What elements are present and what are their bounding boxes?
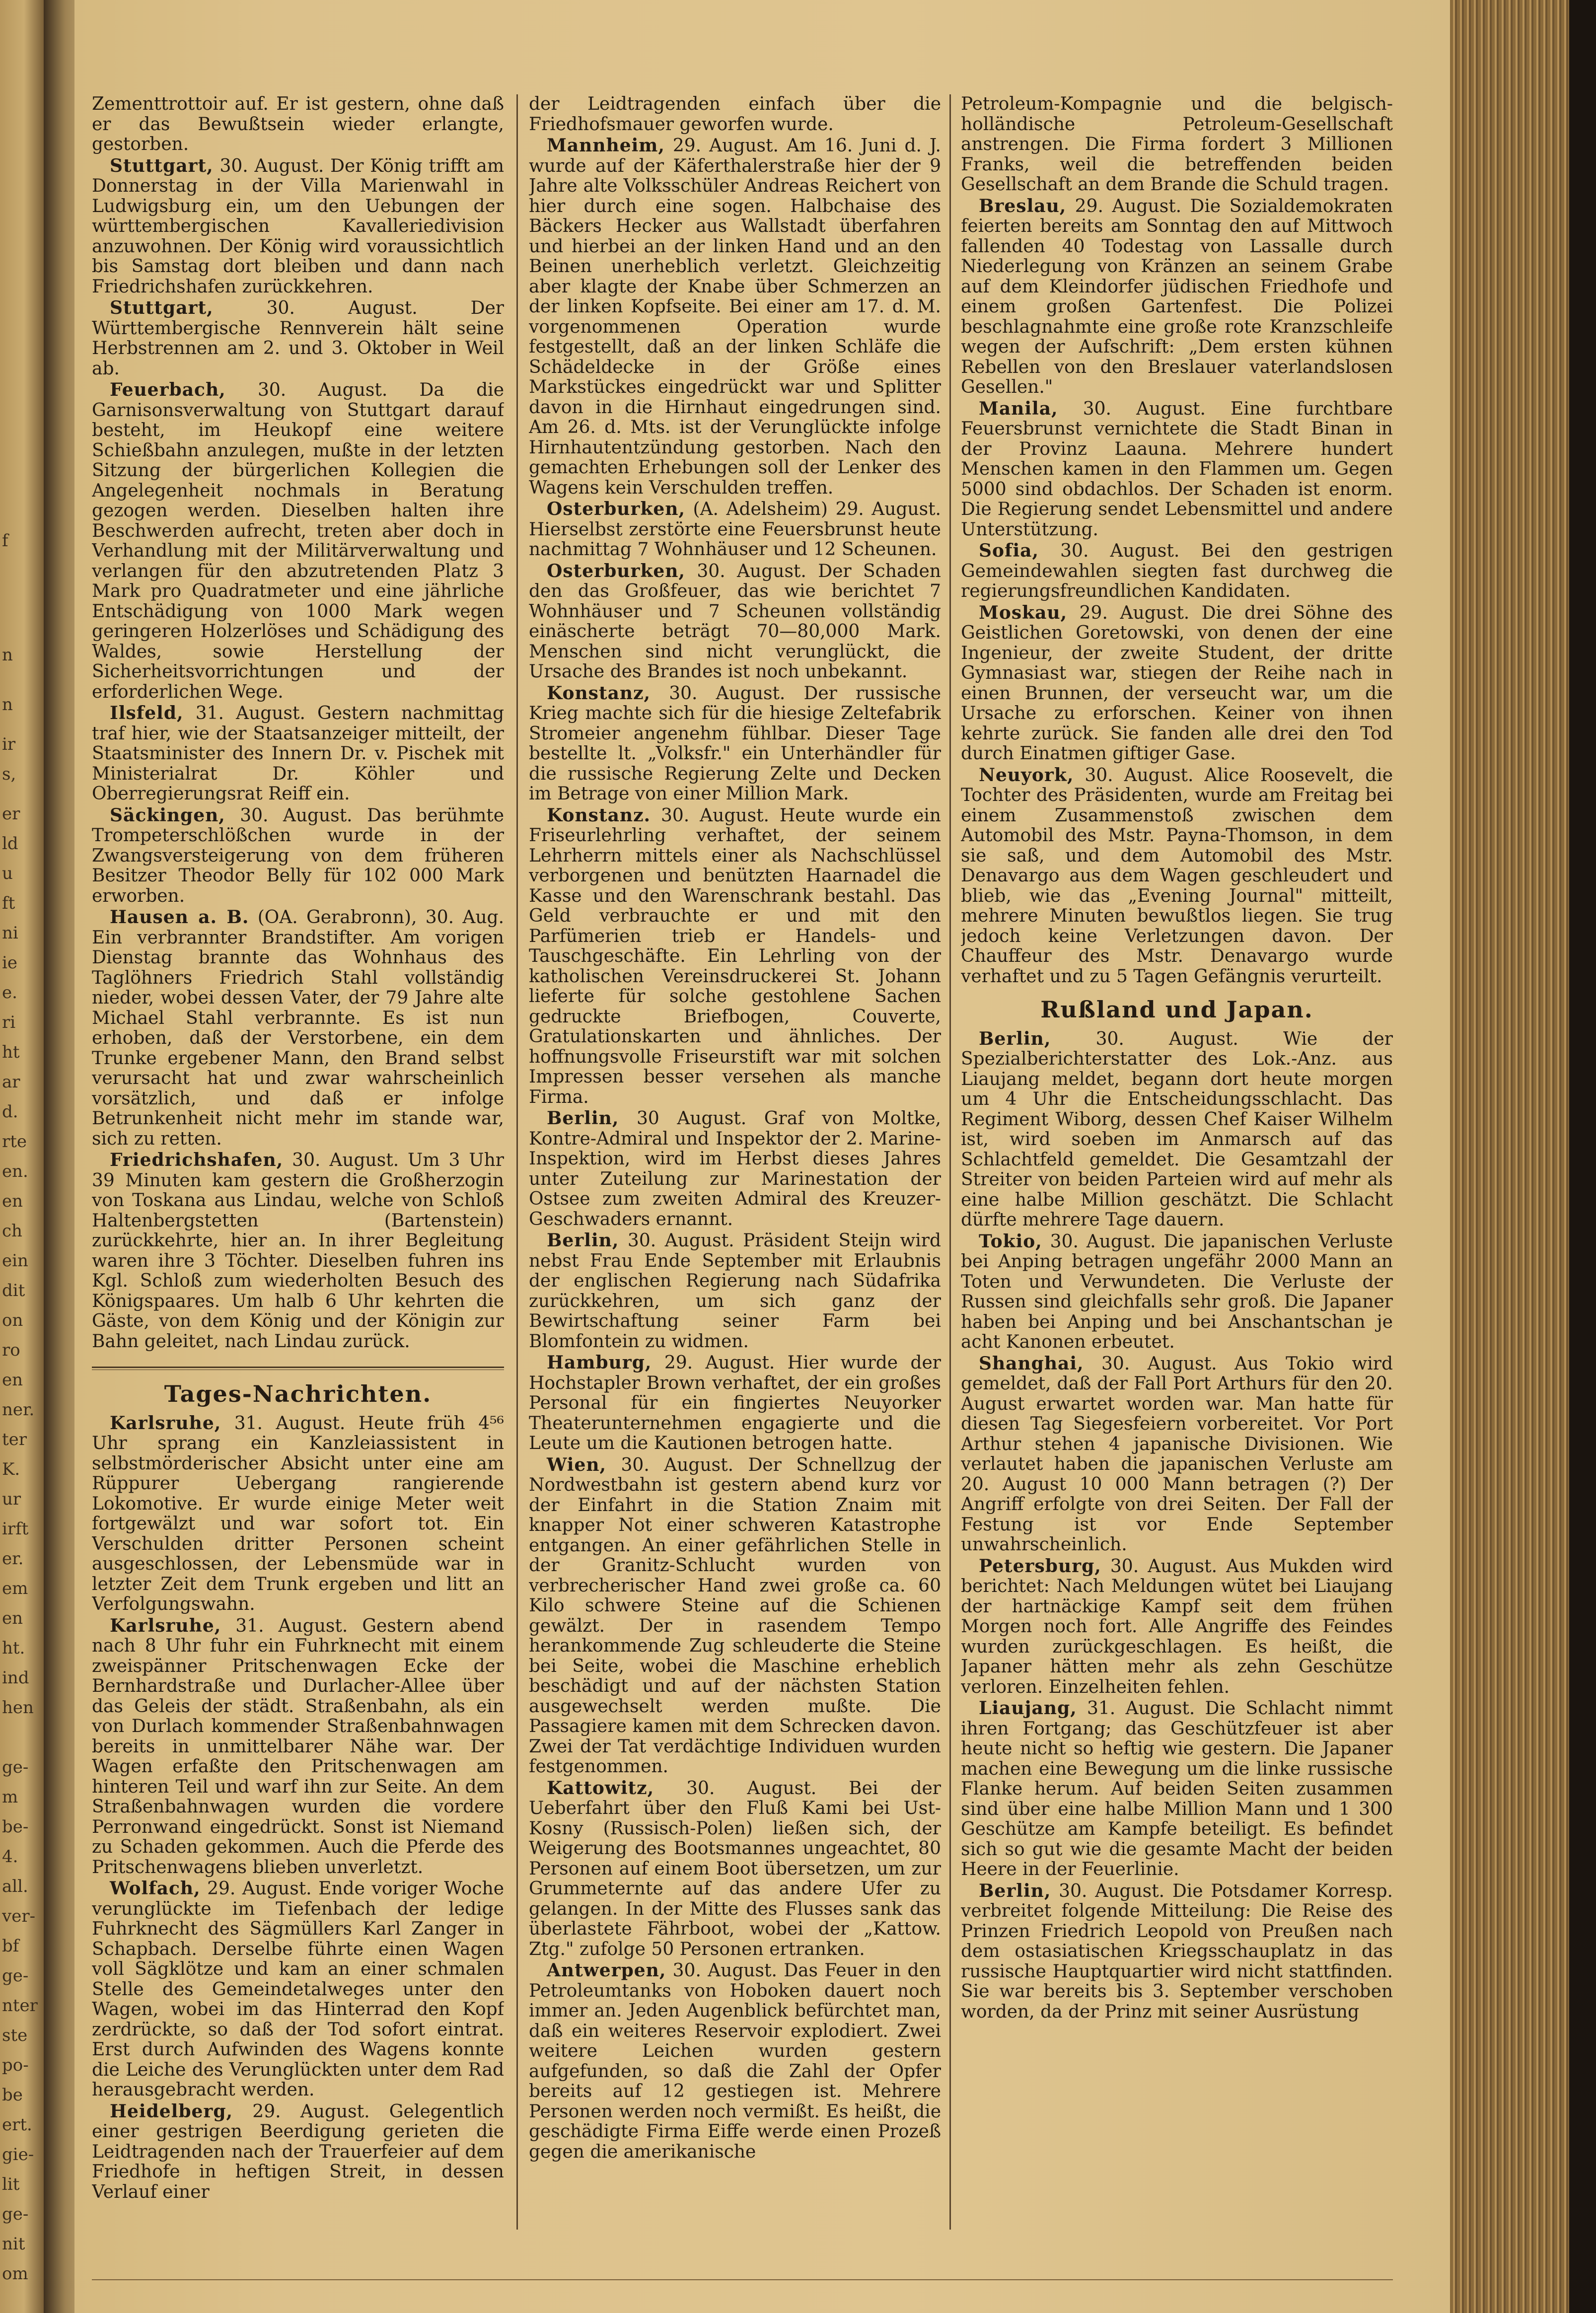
- news-text: 30. August. Die japanischen Verluste bei Anping betragen ungefähr 2000 Mann an Toten und Verwundeten. Die Verluste der Russen sind gleichfalls sehr groß. Die Japaner haben bei Anping und bei Anschantschan je acht Kanonen erbeutet.: [961, 1231, 1393, 1352]
- dateline: Berlin,: [979, 1028, 1051, 1049]
- adjacent-page-fragment: ge-: [2, 1966, 29, 1986]
- adjacent-page-fragment: ner.: [2, 1400, 35, 1420]
- adjacent-page-fragment: ir: [2, 735, 16, 754]
- news-text: 29. August. Die drei Söhne des Geistlichen Goretowski, von denen der eine Ingenieur, der zweite Student, der dritte Gymnasiast war, stiegen der Reihe nach in einen Brunnen, der verseucht war, um die Ursache zu erforschen. Keiner von ihnen kehrte zurück. Sie fanden alle drei den Tod durch Einatmen giftiger Gase.: [961, 602, 1393, 764]
- dateline: Hausen a. B.: [110, 907, 249, 928]
- news-text: (A. Adelsheim) 29. August. Hierselbst zerstörte eine Feuersbrunst heute nachmittag 7 Wohnhäuser und 12 Scheunen.: [529, 499, 941, 560]
- adjacent-page-fragment: en.: [2, 1162, 28, 1181]
- dateline: Konstanz.: [547, 804, 651, 826]
- dateline: Neuyork,: [979, 764, 1074, 786]
- news-text: 31. August. Gestern nachmittag traf hier, wie der Staatsanzeiger mitteilt, der Staatsminister des Innern Dr. v. Pischek mit Ministerialrat Dr. Köhler und Oberregierungsrat Reiff ein.: [92, 703, 504, 804]
- column-rule: [949, 94, 951, 2230]
- news-item: [529, 136, 941, 498]
- news-text: 30. August. Der Schaden den das Großfeuer, das wie berichtet 7 Wohnhäuser und 7 Scheunen vollständig einäscherte beträgt 70—80,000 Mark. Menschen sind nicht verunglückt, die Ursache des Brandes ist noch unbekannt.: [529, 561, 941, 682]
- dateline: Heidelberg,: [110, 2100, 233, 2122]
- adjacent-page-fragment: ar: [2, 1073, 20, 1092]
- news-text: 29. August. Am 16. Juni d. J. wurde auf der Käferthalerstraße hier der 9 Jahre alte Volksschüler Andreas Reichert von hier durch eine sogen. Halbchaise des Bäckers Hecker aus Wallstadt überfahren und hierbei an der linken Hand und an den Beinen unerheblich verletzt. Gleichzeitig aber klagte der Knabe über Schmerzen an der linken Kopfseite. Bei einer am 17. d. M. vorgenommenen Operation wurde festgestellt, daß an der linken Schläfe die Schädeldecke in der Größe eines Markstückes eingedrückt war und Splitter davon in die Hirnhaut eingedrungen sind. Am 26. d. Mts. ist der Verunglückte infolge Hirnhautentzündung gestorben. Nach den gemachten Erhebungen soll der Lenker des Wagens kein Verschulden treffen.: [529, 136, 941, 498]
- adjacent-page-fragment: er: [2, 804, 20, 824]
- news-text: 30. August. Wie der Spezialberichterstatter des Lok.-Anz. aus Liaujang meldet, begann dort heute morgen um 4 Uhr die Entscheidungsschlacht. Das Regiment Wiborg, dessen Chef Kaiser Wilhelm ist, wird soeben im Anmarsch auf das Schlachtfeld gemeldet. Die Gesamtzahl der Streiter von beiden Parteien wird auf mehr als eine halbe Million geschätzt. Die Schlacht dürfte mehrere Tage dauern.: [961, 1028, 1393, 1230]
- news-item: [961, 1354, 1393, 1555]
- adjacent-page-fragment: bf: [2, 1937, 19, 1956]
- dateline: Wien,: [547, 1454, 607, 1475]
- dateline: Manila,: [979, 398, 1058, 419]
- dateline: Karlsruhe,: [110, 1412, 221, 1434]
- news-item: [529, 805, 941, 1108]
- adjacent-page-fragment: om: [2, 2264, 28, 2284]
- dateline: Friedrichshafen,: [110, 1150, 284, 1170]
- page-stack-edge: [1450, 0, 1596, 2313]
- news-item: [961, 765, 1393, 987]
- news-text: der Leidtragenden einfach über die Friedhofsmauer geworfen wurde.: [529, 94, 941, 135]
- news-text: 30. August. Alice Roosevelt, die Tochter des Präsidenten, wurde am Freitag bei einem Zusammenstoß zwischen dem Automobil des Mstr. Payna-Thomson, in dem sie saß, und dem Automobil des Mstr. Denavargo aus dem Wagen geschleudert und blieb, wie das „Evening Journal" mitteilt, mehrere Minuten bewußtlos liegen. Sie trug jedoch keine Verletzungen davon. Der Chauffeur des Mstr. Denavargo wurde verhaftet und zu 5 Tagen Gefängnis verurteilt.: [961, 765, 1393, 987]
- adjacent-page-fragment: all.: [2, 1877, 28, 1896]
- adjacent-page-fragment: 4.: [2, 1847, 18, 1867]
- news-item: [961, 541, 1393, 602]
- news-text: Petroleum-Kompagnie und die belgisch-holländische Petroleum-Gesellschaft anstrengen. Die Firma fordert 3 Millionen Franks, weil die betreffenden beiden Gesellschaft an dem Brande die Schuld tragen.: [961, 94, 1393, 195]
- adjacent-page-fragment: ft: [2, 894, 15, 913]
- adjacent-page-fragment: ri: [2, 1013, 16, 1032]
- adjacent-page-fragment: ur: [2, 1490, 21, 1509]
- news-text: 29. August. Hier wurde der Hochstapler Brown verhaftet, der ein großes Personal für ein fingiertes Neuyorker Theaterunternehmen engagierte und die Leute um die Kautionen betrogen hatte.: [529, 1353, 941, 1453]
- dateline: Osterburken,: [547, 560, 685, 581]
- adjacent-page-fragment: ch: [2, 1222, 22, 1241]
- dateline: Hamburg,: [547, 1352, 652, 1373]
- news-item: [529, 1778, 941, 1960]
- dateline: Liaujang,: [979, 1698, 1077, 1719]
- news-item: [529, 94, 941, 135]
- news-text: 30. August. Eine furchtbare Feuersbrunst vernichtete die Stadt Binan in der Provinz Laauna. Mehrere hundert Menschen kamen in den Flammen um. Gegen 5000 sind obdachlos. Der Schaden ist enorm. Die Regierung sendet Lebensmittel und andere Unterstützung.: [961, 398, 1393, 540]
- section-divider: [92, 1367, 504, 1370]
- news-item: [961, 196, 1393, 398]
- news-item: [961, 399, 1393, 540]
- adjacent-page-fragment: irft: [2, 1519, 29, 1539]
- dateline: Wolfach,: [110, 1878, 201, 1899]
- news-text: 30 August. Graf von Moltke, Kontre-Admiral und Inspektor der 2. Marine-Inspektion, wird im Herbst dieses Jahres unter Zuteilung zur Marinestation der Ostsee zum zweiten Admiral des Kreuzer-Geschwaders ernannt.: [529, 1108, 941, 1229]
- news-text: 30. August. Der König trifft am Donnerstag in der Villa Marienwahl in Ludwigsburg ein, um den Uebungen der württembergischen Kavalleriedivision anzuwohnen. Der König wird voraussichtlich bis Samstag dort bleiben und dann nach Friedrichshafen zurückkehren.: [92, 155, 504, 297]
- news-item: [92, 1879, 504, 2100]
- dateline: Berlin,: [547, 1230, 619, 1251]
- news-item: [92, 380, 504, 702]
- news-text: 30. August. Bei der Ueberfahrt über den Fluß Kami bei Ust-Kosny (Russisch-Polen) ließen sich, der Weigerung des Bootsmannes ungeachtet, 80 Personen auf einem Boot übersetzen, um zur Grummeternte auf das andere Ufer zu gelangen. In der Mitte des Flusses sank das überlastete Fährboot, wobei der „Kattow. Ztg." zufolge 50 Personen ertranken.: [529, 1778, 941, 1959]
- adjacent-page-fragment: hen: [2, 1698, 34, 1718]
- news-item: [92, 94, 504, 155]
- adjacent-page-fragment: ein: [2, 1251, 28, 1271]
- news-item: [92, 805, 504, 907]
- news-item: [529, 1960, 941, 2162]
- adjacent-page-fragment: po-: [2, 2056, 29, 2075]
- news-item: [961, 1231, 1393, 1353]
- adjacent-page-fragment: e.: [2, 983, 17, 1003]
- adjacent-page-fragment: n: [2, 695, 13, 715]
- adjacent-page-fragment: ert.: [2, 2115, 32, 2135]
- adjacent-page-fragment: ver-: [2, 1907, 36, 1926]
- adjacent-page-fragment: d.: [2, 1102, 18, 1122]
- news-text: 30. August. Aus Mukden wird berichtet: Nach Meldungen wütet bei Liaujang der hartnäckige Kampf seit dem frühen Morgen noch fort. Alle Angriffe des Feindes wurden zurückgeschlagen. Es heißt, die Japaner hätten mehr als zehn Geschütze verloren. Einzelheiten fehlen.: [961, 1556, 1393, 1697]
- adjacent-page-fragment: er.: [2, 1549, 24, 1569]
- dateline: Kattowitz,: [547, 1777, 654, 1799]
- dateline: Sofia,: [979, 540, 1039, 561]
- news-text: (OA. Gerabronn), 30. Aug. Ein verbrannter Brandstifter. Am vorigen Dienstag brannte das Wohnhaus des Taglöhners Friedrich Stahl vollständig nieder, wobei dessen Vater, der 79 Jahre alte Michael Stahl verbrannte. Es ist nun erhoben, daß der Verstorbene, ein dem Trunke ergebener Mann, den Brand selbst verursacht hat und zwar wahrscheinlich vorsätzlich, und daß er infolge Betrunkenheit nicht mehr im stande war, sich zu retten.: [92, 907, 504, 1149]
- adjacent-page-fragment: ste: [2, 2026, 28, 2045]
- section-heading: Rußland und Japan.: [1040, 996, 1313, 1023]
- news-text: 31. August. Gestern abend nach 8 Uhr fuhr ein Fuhrknecht mit einem zweispänner Pritschenwagen Ecke der Bernhardstraße und Durlacher-Allee über das Geleis der städt. Straßenbahn, als ein von Durlach kommender Straßenbahnwagen bereits in unmittelbarer Nähe war. Der Wagen erfaßte den Pritschenwagen am hinteren Teil und warf ihn zur Seite. An dem Straßenbahnwagen wurden die vordere Perronwand eingedrückt. Sonst ist Niemand zu Schaden gekommen. Auch die Pferde des Pritschenwagens blieben unverletzt.: [92, 1615, 504, 1878]
- dateline: Stuttgart,: [110, 297, 214, 318]
- dateline: Ilsfeld,: [110, 703, 184, 723]
- section-heading: Tages-Nachrichten.: [164, 1380, 432, 1407]
- adjacent-page-fragment: ind: [2, 1668, 29, 1688]
- dateline: Breslau,: [979, 195, 1067, 217]
- dateline: Stuttgart,: [110, 155, 214, 176]
- news-text: 29. August. Die Sozialdemokraten feierten bereits am Sonntag den auf Mittwoch fallenden 40 Todestag von Lassalle durch Niederlegung von Kränzen an seinem Grabe auf dem Kleindorfer jüdischen Friedhofe und einem großen Gartenfest. Die Polizei beschlagnahmte eine große rote Kranzschleife wegen der Aufschrift: „Dem ersten kühnen Rebellen von den Breslauer vaterlandslosen Gesellen.": [961, 196, 1393, 397]
- news-item: [92, 298, 504, 379]
- news-text: 30. August. Aus Tokio wird gemeldet, daß der Fall Port Arthurs für den 20. August erwartet worden war. Man hatte für diesen Tag Siegesfeiern vorbereitet. Vor Port Arthur stehen 4 japanische Divisionen. Wie verlautet haben die japanischen Verluste am 20. August 10 000 Mann betragen (?) Der Angriff erfolgte von drei Seiten. Der Fall der Festung ist vor Ende September unwahrscheinlich.: [961, 1353, 1393, 1555]
- dateline: Konstanz,: [547, 682, 651, 704]
- news-item: [961, 94, 1393, 195]
- column-2: [529, 94, 941, 2289]
- adjacent-page-fragment: ter: [2, 1430, 27, 1449]
- news-text: 30. August. Heute wurde ein Friseurlehrling verhaftet, der seinem Lehrherrn mittels einer als Nachschlüssel verborgenen und benützten Haarnadel die Kasse und den Warenschrank bestahl. Das Geld verbrauchte er und mit den Parfümerien trieb er Handels- und Tauschgeschäfte. Ein Lehrling von der katholischen Vereinsdruckerei St. Johann lieferte für solche gestohlene Sachen gedruckte Briefbogen, Couverte, Gratulationskarten und ähnliches. Der hoffnungsvolle Friseurstift war mit solchen Impressen besser versehen als manche Firma.: [529, 805, 941, 1107]
- dateline: Petersburg,: [979, 1555, 1101, 1577]
- news-text: 31. August. Die Schlacht nimmt ihren Fortgang; das Geschützfeuer ist aber heute nicht so heftig wie gestern. Die Japaner machen eine Bewegung um die linke russische Flanke herum. Auf beiden Seiten zusammen sind über eine halbe Million Mann und 1 300 Geschütze am Kampfe beteiligt. Es befindet sich so gut wie die gesamte Macht der beiden Heere in der Feuerlinie.: [961, 1698, 1393, 1879]
- news-item: [961, 1029, 1393, 1230]
- adjacent-page-fragment: f: [2, 531, 8, 551]
- adjacent-page-fragment: en: [2, 1609, 23, 1628]
- news-text: 30. August. Da die Garnisonsverwaltung von Stuttgart darauf besteht, im Heukopf eine weitere Schießbahn anzulegen, mußte in der letzten Sitzung der bürgerlichen Kollegien die Angelegenheit nochmals in Beratung gezogen werden. Dieselben halten ihre Beschwerden aufrecht, treten aber doch in Verhandlung mit der Militärverwaltung und verlangen für den abzutretenden Platz 3 Mark pro Quadratmeter und eine jährliche Entschädigung von 1000 Mark wegen geringeren Holzerlöses und Schädigung des Waldes, sowie Herstellung der Sicherheitsvorrichtungen und der erforderlichen Wege.: [92, 380, 504, 702]
- news-item: [92, 1616, 504, 1878]
- news-text: 30. August. Präsident Steijn wird nebst Frau Ende September mit Erlaubnis der englischen Regierung nach Südafrika zurückkehren, um sich ganz der Bewirtschaftung seiner Farm bei Blomfontein zu widmen.: [529, 1230, 941, 1352]
- dateline: Karlsruhe,: [110, 1615, 221, 1636]
- column-rule: [516, 94, 518, 2230]
- adjacent-page-fragment: s,: [2, 765, 16, 784]
- news-item: [529, 1108, 941, 1229]
- dateline: Tokio,: [979, 1230, 1042, 1252]
- column-3: [961, 94, 1393, 2289]
- dateline: Antwerpen,: [547, 1960, 666, 1981]
- dateline: Feuerbach,: [110, 379, 226, 400]
- dateline: Berlin,: [979, 1880, 1051, 1901]
- news-text: 30. August. Das berühmte Trompeterschlößchen wurde in der Zwangsversteigerung von dem früheren Besitzer Theodor Belly für 102 000 Mark erworben.: [92, 805, 504, 906]
- news-text: 30. August. Der russische Krieg machte sich für die hiesige Zeltefabrik Stromeier angenehm fühlbar. Dieser Tage bestellte lt. „Volksfr." ein Unterhändler für die russische Regierung Zelte und Decken im Betrage von einer Million Mark.: [529, 683, 941, 804]
- news-item: [92, 156, 504, 297]
- dateline: Shanghai,: [979, 1353, 1084, 1374]
- news-text: 30. August. Der Württembergische Rennverein hält seine Herbstrennen am 2. und 3. Oktober in Weil ab.: [92, 298, 504, 379]
- news-item: [529, 1353, 941, 1454]
- adjacent-page-fragment: en: [2, 1192, 23, 1211]
- adjacent-page-fragment: ro: [2, 1341, 20, 1360]
- news-text: 29. August. Gelegentlich einer gestrigen Beerdigung gerieten die Leidtragenden nach der Trauerfeier auf dem Friedhofe in heftigen Streit, in dessen Verlauf einer: [92, 2101, 504, 2202]
- adjacent-page-fragment: be-: [2, 1817, 29, 1837]
- page-bottom-rule: [92, 2279, 1393, 2280]
- news-item: [529, 561, 941, 682]
- news-item: [961, 1698, 1393, 1880]
- news-text: Zementtrottoir auf. Er ist gestern, ohne daß er das Bewußtsein wieder erlangte, gestorben.: [92, 94, 504, 154]
- news-item: [92, 703, 504, 804]
- adjacent-page-fragment: gie-: [2, 2145, 34, 2165]
- news-text: 30. August. Der Schnellzug der Nordwestbahn ist gestern abend kurz vor der Einfahrt in die Station Znaim mit knapper Not einer schweren Katastrophe entgangen. An einer gefährlichen Stelle in der Granitz-Schlucht wurden von verbrecherischer Hand zwei große ca. 60 Kilo schwere Steine auf die Schienen gewälzt. Der in rasendem Tempo herankommende Zug schleuderte die Steine bei Seite, wobei die Maschine erheblich beschädigt und auf der nächsten Station ausgewechselt werden mußte. Die Passagiere kamen mit dem Schrecken davon. Zwei der Tat verdächtige Individuen wurden festgenommen.: [529, 1454, 941, 1777]
- adjacent-page-fragment: ni: [2, 924, 18, 943]
- dateline: Säckingen,: [110, 804, 225, 826]
- adjacent-page-fragment: u: [2, 864, 13, 883]
- dateline: Mannheim,: [547, 135, 665, 156]
- adjacent-page-fragment: ge-: [2, 1758, 29, 1777]
- adjacent-page-fragment: K.: [2, 1460, 20, 1479]
- dateline: Moskau,: [979, 602, 1068, 623]
- adjacent-page-fragment: nit: [2, 2235, 25, 2254]
- news-text: 31. August. Heute früh 4⁵⁶ Uhr sprang ein Kanzleiassistent in selbstmörderischer Absicht unter eine am Rüppurer Uebergang rangierende Lokomotive. Er wurde einige Meter weit fortgewälzt und war sofort tot. Ein Verschulden dritter Personen scheint ausgeschlossen, der Lebensmüde war in letzter Zeit dem Trunk ergeben und litt an Verfolgungswahn.: [92, 1413, 504, 1614]
- news-item: [961, 1556, 1393, 1698]
- adjacent-page-fragment: ht: [2, 1043, 20, 1062]
- news-text: 30. August. Um 3 Uhr 39 Minuten kam gestern die Großherzogin von Toskana aus Lindau, welche von Schloß Haltenbergstetten (Bartenstein) zurückkehrte, hier an. In ihrer Begleitung waren ihre 3 Töchter. Dieselben fuhren ins Kgl. Schloß zum wiederholten Besuch des Königspaares. Um halb 6 Uhr kehrten die Gäste, von dem König und der Königin zur Bahn geleitet, nach Lindau zurück.: [92, 1150, 504, 1352]
- adjacent-page-fragment: lit: [2, 2175, 20, 2194]
- news-item: [92, 907, 504, 1149]
- news-item: [529, 1230, 941, 1352]
- news-item: [529, 1455, 941, 1777]
- news-item: [92, 1413, 504, 1615]
- news-text: 30. August. Die Potsdamer Korresp. verbreitet folgende Mitteilung: Die Reise des Prinzen Friedrich Leopold von Preußen nach dem ostasiatischen Kriegsschauplatz in das russische Hauptquartier wird nicht stattfinden. Sie war bereits bis 3. September verschoben worden, da der Prinz mit seiner Ausrüstung: [961, 1880, 1393, 2022]
- news-text: 30. August. Bei den gestrigen Gemeindewahlen siegten fast durchweg die regierungsfreundlichen Kandidaten.: [961, 541, 1393, 601]
- column-1: [92, 94, 504, 2289]
- adjacent-page-fragment: m: [2, 1788, 18, 1807]
- adjacent-page-fragment: ht.: [2, 1639, 25, 1658]
- adjacent-page-fragment: n: [2, 646, 13, 665]
- dateline: Osterburken,: [547, 499, 685, 519]
- adjacent-page-fragment: rte: [2, 1132, 27, 1152]
- news-item: [961, 603, 1393, 764]
- adjacent-page-fragment: on: [2, 1311, 23, 1330]
- adjacent-page-fragment: ld: [2, 834, 18, 854]
- news-item: [92, 1150, 504, 1352]
- adjacent-page-fragment: nter: [2, 1996, 38, 2016]
- news-item: [529, 499, 941, 560]
- news-text: 30. August. Das Feuer in den Petroleumtanks von Hoboken dauert noch immer an. Jeden Augenblick befürchtet man, daß ein weiteres Reservoir explodiert. Zwei weitere Leichen wurden gestern aufgefunden, so daß die Zahl der Opfer bereits auf 12 gestiegen ist. Mehrere Personen werden noch vermißt. Es heißt, die geschädigte Firma Eiffe werde einen Prozeß gegen die amerikanische: [529, 1960, 941, 2162]
- news-item: [961, 1881, 1393, 2023]
- adjacent-page-fragment: be: [2, 2086, 23, 2105]
- news-item: [92, 2101, 504, 2203]
- adjacent-page-fragment: em: [2, 1579, 28, 1598]
- adjacent-page-edge: [0, 0, 44, 2313]
- adjacent-page-fragment: en: [2, 1371, 23, 1390]
- news-text: 29. August. Ende voriger Woche verunglückte im Tiefenbach der ledige Fuhrknecht des Sägmüllers Karl Zanger in Schapbach. Derselbe führte einen Wagen voll Sägklötze und kam an einer schmalen Stelle des Gemeindetalweges unter den Wagen, wobei im das Hinterrad den Kopf zerdrückte, so daß der Tod sofort eintrat. Erst durch Aufwinden des Wagens konnte die Leiche des Verunglückten unter dem Rad herausgebracht werden.: [92, 1879, 504, 2100]
- adjacent-page-fragment: ge-: [2, 2205, 29, 2224]
- adjacent-page-fragment: ie: [2, 953, 17, 973]
- adjacent-page-fragment: dit: [2, 1281, 25, 1301]
- dateline: Berlin,: [547, 1108, 619, 1129]
- news-item: [529, 683, 941, 804]
